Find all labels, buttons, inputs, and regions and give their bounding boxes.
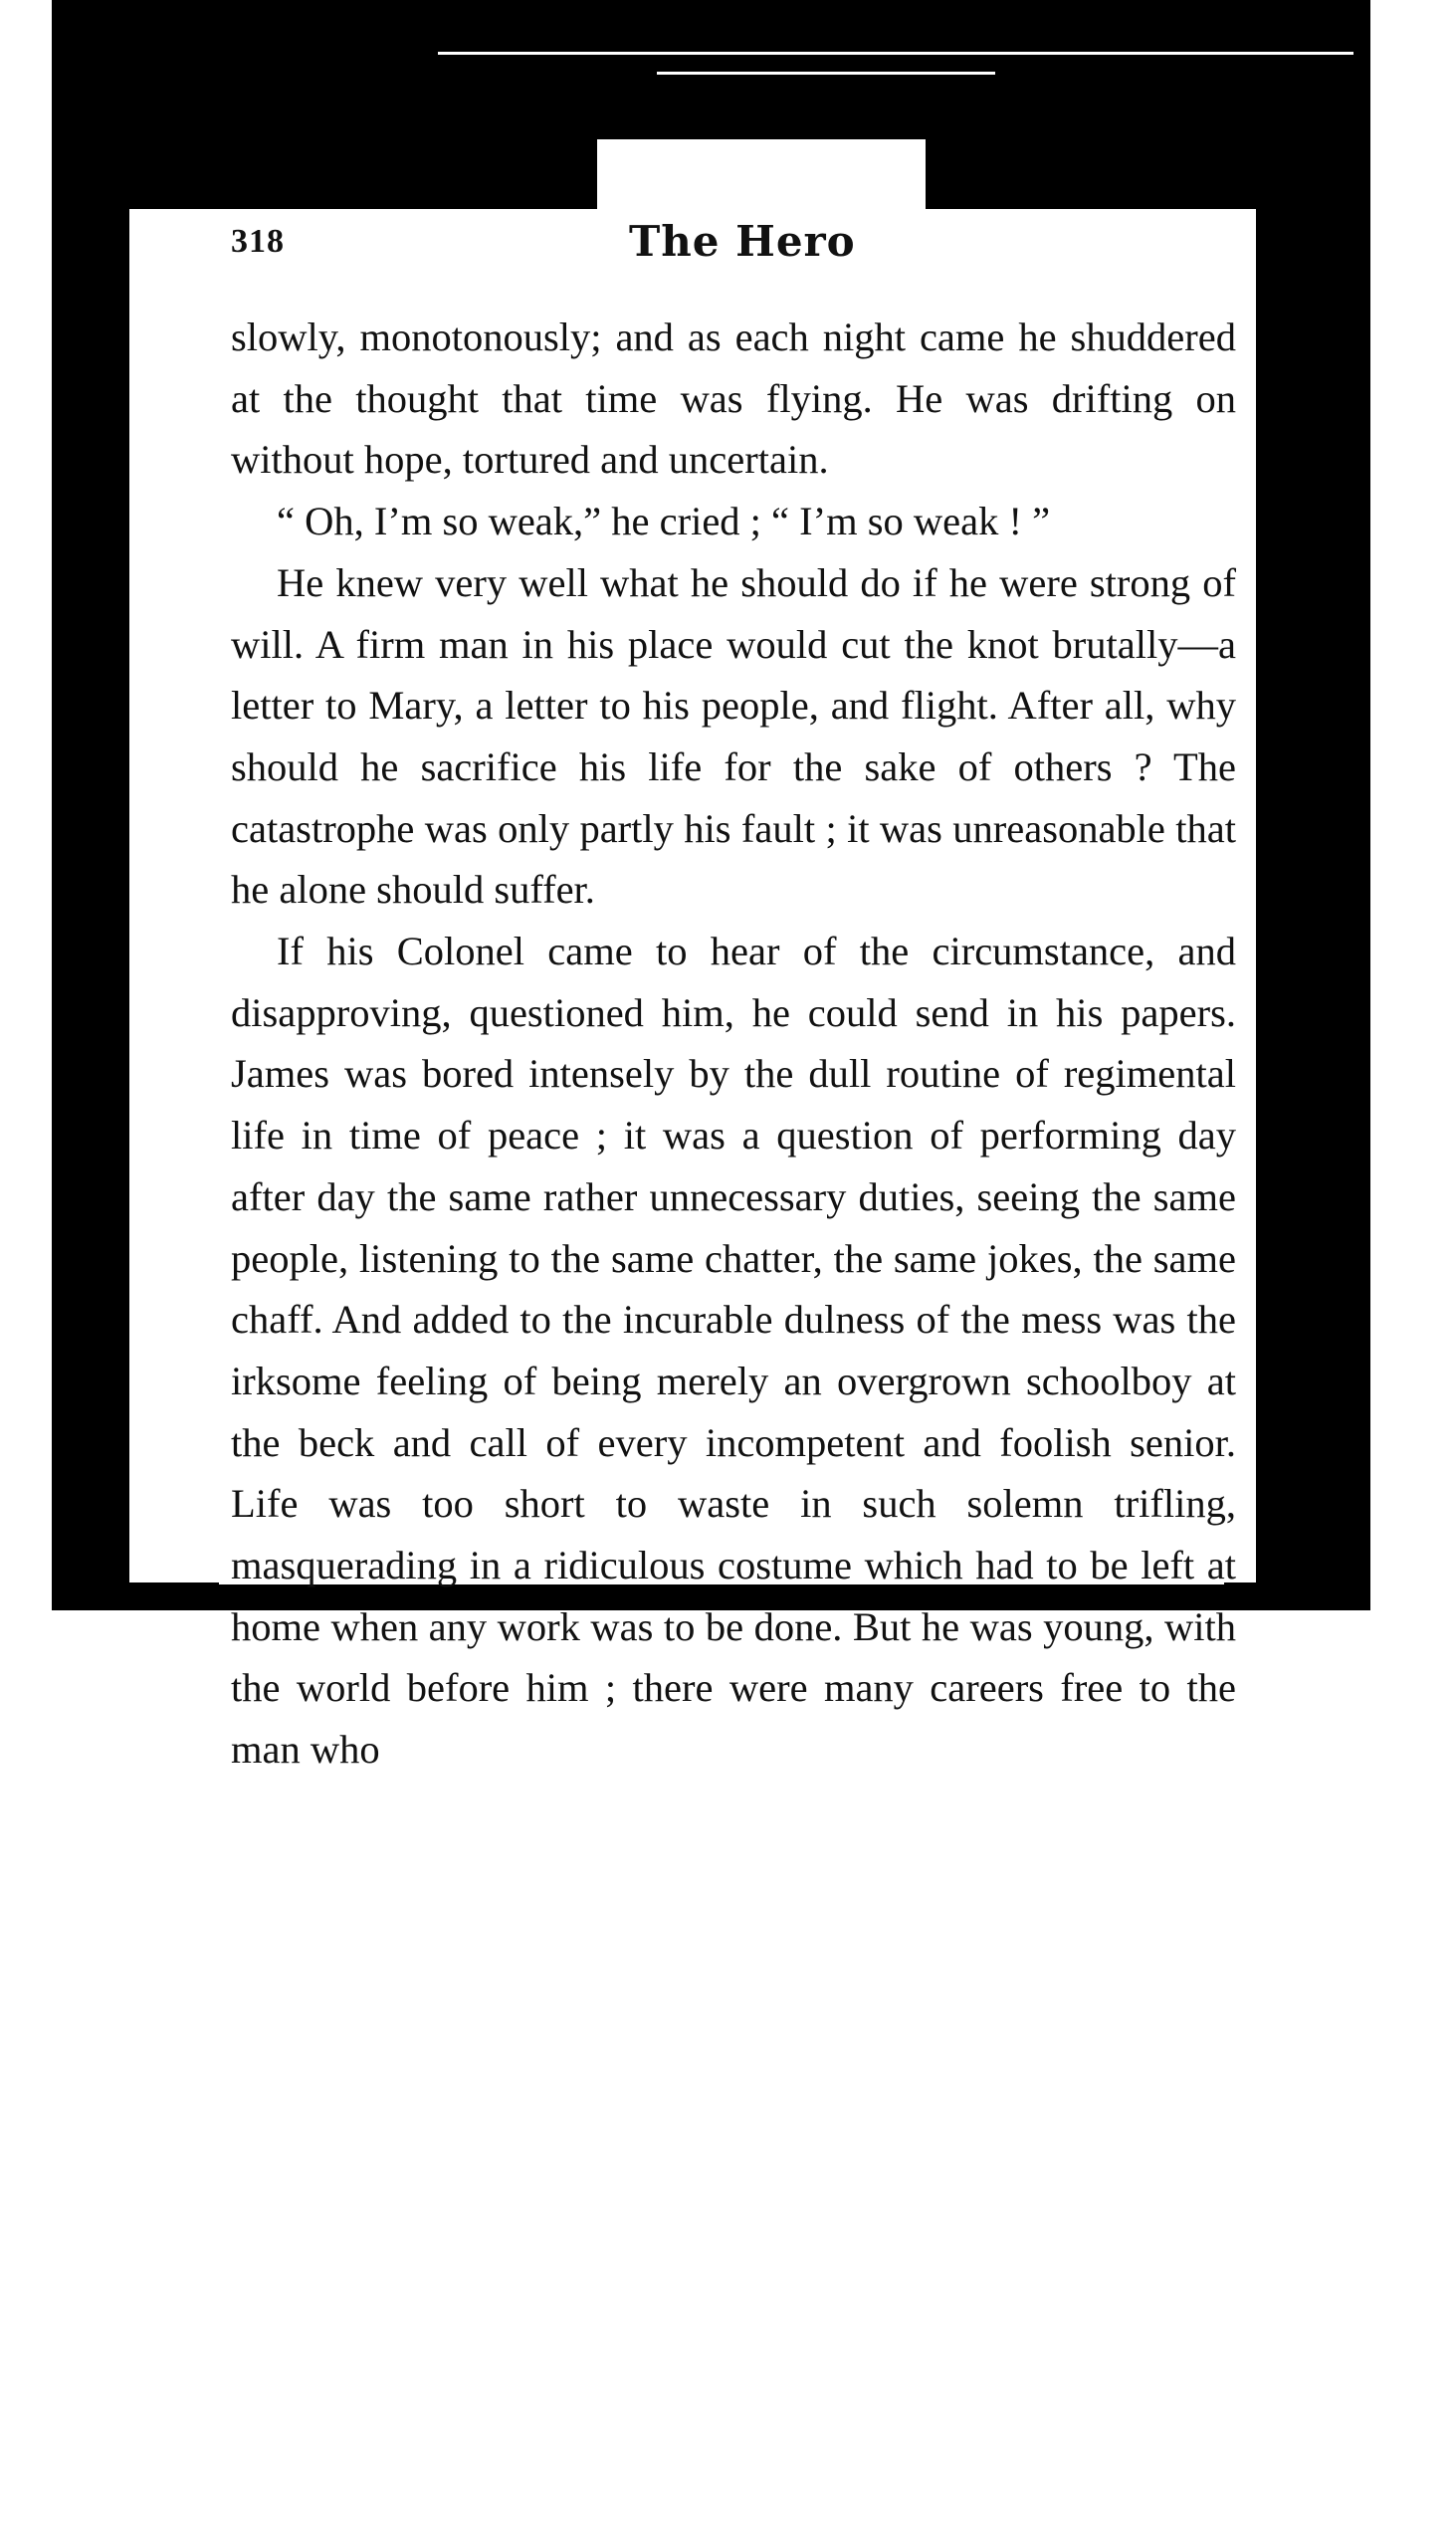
page-top-notch (597, 139, 926, 219)
page-number: 318 (231, 223, 285, 260)
body-text (231, 307, 1236, 1781)
scan-artifact-line (657, 72, 995, 75)
paragraph: “ Oh, I’m so weak,” he cried ; “ I’m so weak ! ” (277, 499, 1051, 544)
paragraph: If his Colonel came to hear of the circumstance, and disapproving, questioned him, he could send in his papers. James was bored intensely by the dull routine of regimental life in time of peace ; it was a question of performing day after day the same rather unnecessary duties, seeing the same people, listening to the same chatter, the same jokes, the same chaff. And added to the incurable dulness of the mess was the irksome feeling of being merely an overgrown schoolboy at the beck and call of every incompetent and foolish senior. Life was too short to waste in such solemn trifling, masquerading in a ridiculous costume which had to be left at home when any work was to be done. But he was young, with the world before him ; there were many careers free to the man who (231, 929, 1236, 1773)
paragraph: slowly, monotonously; and as each night came he shuddered at the thought that time was flying. He was drifting on without hope, tortured and uncertain. (231, 315, 1236, 483)
running-head (231, 217, 1236, 277)
scan-artifact-line (438, 52, 1353, 55)
paragraph: He knew very well what he should do if he were strong of will. A firm man in his place would cut the knot brutally—a letter to Mary, a letter to his people, and flight. After all, why should he sacrifice his life for the sake of others ? The catastrophe was only partly his fault ; it was unreasonable that he alone should suffer. (231, 559, 1236, 913)
running-title: The Hero (629, 217, 856, 266)
